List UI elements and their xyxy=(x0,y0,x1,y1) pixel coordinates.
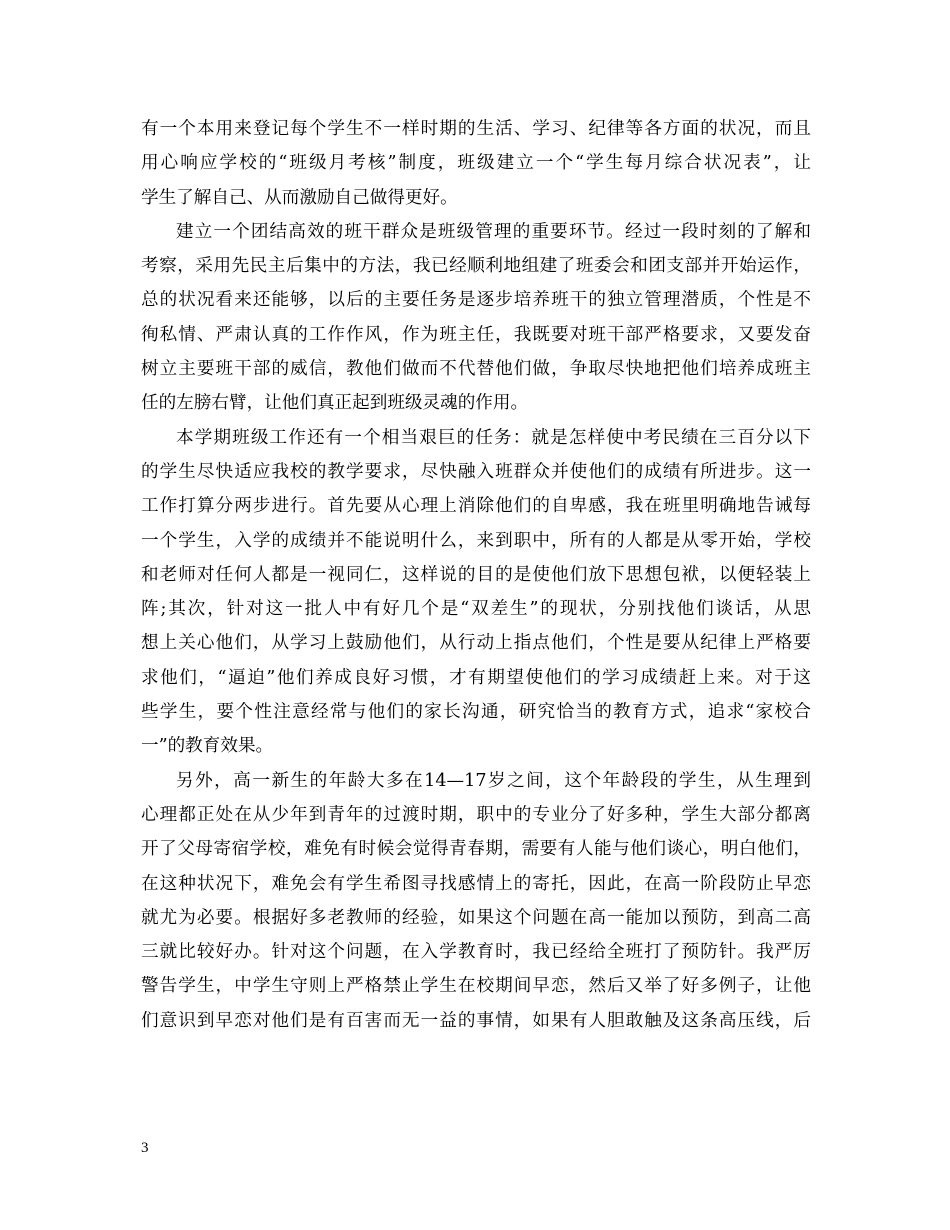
document-body xyxy=(141,112,811,1038)
text-line: 树立主要班干部的威信，教他们做而不代替他们做，争取尽快地把他们培养成班主 xyxy=(141,359,811,380)
text-line: 学生了解自己、从而激励自己做得更好。 xyxy=(141,187,458,208)
text-line: 一”的教育效果。 xyxy=(141,736,274,757)
text-line: 徇私情、严肃认真的工作作风，作为班主任，我既要对班干部严格要求，又要发奋 xyxy=(141,324,811,345)
paragraph-first-line: 建立一个团结高效的班干群众是班级管理的重要环节。经过一段时刻的了解和 xyxy=(176,221,811,242)
text-line: 心理都正处在从少年到青年的过渡时期，职中的专业分了好多种，学生大部分都离 xyxy=(141,804,811,825)
text-line: 开了父母寄宿学校，难免有时候会觉得青春期，需要有人能与他们谈心，明白他们， xyxy=(141,839,811,860)
paragraph-first-line: 另外，高一新生的年龄大多在14—17岁之间，这个年龄段的学生，从生理到 xyxy=(176,770,811,791)
text-line: 和老师对任何人都是一视同仁，这样说的目的是使他们放下思想包袱，以便轻装上 xyxy=(141,564,811,585)
text-line: 求他们，“逼迫”他们养成良好习惯，才有期望使他们的学习成绩赶上来。对于这 xyxy=(141,667,811,688)
text-line: 有一个本用来登记每个学生不一样时期的生活、学习、纪律等各方面的状况，而且 xyxy=(141,119,811,139)
text-line: 任的左膀右臂，让他们真正起到班级灵魂的作用。 xyxy=(141,393,529,414)
text-line: 想上关心他们，从学习上鼓励他们，从行动上指点他们，个性是要从纪律上严格要 xyxy=(141,633,811,654)
text-line: 在这种状况下，难免会有学生希图寻找感情上的寄托，因此，在高一阶段防止早恋 xyxy=(141,873,811,894)
text-line: 总的状况看来还能够，以后的主要任务是逐步培养班干的独立管理潜质，个性是不 xyxy=(141,290,811,311)
text-line: 一个学生，入学的成绩并不能说明什么，来到职中，所有的人都是从零开始，学校 xyxy=(141,530,811,551)
text-line: 阵;其次，针对这一批人中有好几个是“双差生”的现状，分别找他们谈话，从思 xyxy=(141,599,811,620)
text-line: 三就比较好办。针对这个问题，在入学教育时，我已经给全班打了预防针。我严厉 xyxy=(141,942,811,963)
text-line: 些学生，要个性注意经常与他们的家长沟通，研究恰当的教育方式，追求“家校合 xyxy=(141,702,811,723)
paragraph-first-line: 本学期班级工作还有一个相当艰巨的任务：就是怎样使中考民绩在三百分以下 xyxy=(176,427,811,448)
text-line: 的学生尽快适应我校的教学要求，尽快融入班群众并使他们的成绩有所进步。这一 xyxy=(141,461,811,482)
page-number: 3 xyxy=(141,1140,149,1156)
text-line: 用心响应学校的“班级月考核”制度，班级建立一个“学生每月综合状况表”，让 xyxy=(141,153,811,174)
text-line: 们意识到早恋对他们是有百害而无一益的事情，如果有人胆敢触及这条高压线，后 xyxy=(141,1010,811,1031)
text-line: 就尤为必要。根据好多老教师的经验，如果这个问题在高一能加以预防，到高二高 xyxy=(141,907,811,928)
text-line: 警告学生，中学生守则上严格禁止学生在校期间早恋，然后又举了好多例子，让他 xyxy=(141,976,811,997)
text-line: 考察，采用先民主后集中的方法，我已经顺利地组建了班委会和团支部并开始运作， xyxy=(141,256,811,277)
text-line: 工作打算分两步进行。首先要从心理上消除他们的自卑感，我在班里明确地告诫每 xyxy=(141,496,811,517)
